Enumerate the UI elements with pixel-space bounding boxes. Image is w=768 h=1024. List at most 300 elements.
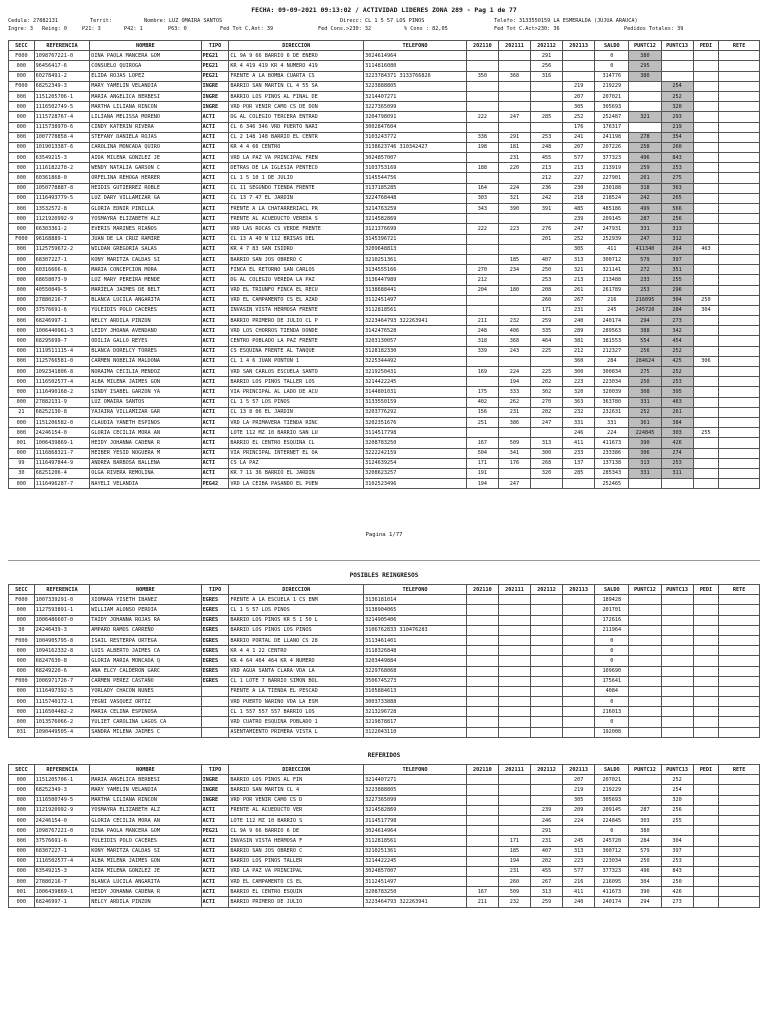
- cell-puntc12: 242: [629, 193, 661, 203]
- cell-nombre: DINA PAOLA MANCERA GOM: [90, 826, 201, 836]
- cell-telefono: 3024857007: [364, 153, 467, 163]
- cell-puntc12: [629, 785, 661, 795]
- cell-puntc13: 843: [661, 866, 693, 876]
- cell-rete: [719, 468, 760, 478]
- cell-p202111: [498, 805, 530, 815]
- cell-puntc13: [661, 625, 693, 635]
- cell-puntc13: 320: [661, 795, 693, 805]
- cell-p202111: 194: [498, 856, 530, 866]
- table-row: [9, 877, 760, 887]
- cell-nombre: STEFANY DANIELA ROJAS: [90, 132, 201, 142]
- cell-p202113: [563, 826, 595, 836]
- cell-tipo: ACTI: [201, 326, 229, 336]
- col-header-secc: SECC: [9, 585, 35, 595]
- cell-p202112: [531, 615, 563, 625]
- cell-telefono: 3214763259: [364, 204, 467, 214]
- cell-direccion: KR 4 4 1 22 CENTRO: [229, 646, 364, 656]
- cell-referencia: 1006971726-7: [34, 676, 90, 686]
- cell-puntc13: 304: [661, 836, 693, 846]
- cell-referencia: 1116493779-5: [34, 193, 90, 203]
- cell-p202110: [466, 234, 498, 244]
- table-row: [9, 377, 760, 387]
- table-row: [9, 265, 760, 275]
- cell-pedi: [693, 479, 719, 489]
- table-row: [9, 163, 760, 173]
- referidos-table: [8, 764, 760, 908]
- cell-p202113: 176: [563, 122, 595, 132]
- cell-p202113: 239: [563, 214, 595, 224]
- cell-puntc13: 219: [661, 122, 693, 132]
- cell-tipo: INGRE: [201, 795, 229, 805]
- cell-nombre: CONSUELO QUIROGA: [90, 61, 201, 71]
- cell-pedi: [693, 707, 719, 717]
- cell-p202112: 313: [531, 438, 563, 448]
- cell-direccion: CS ESQUINA FRENTE AL TANQUE: [229, 346, 364, 356]
- cell-nombre: LILIANA MELISSA MORENO: [90, 112, 201, 122]
- cell-telefono: 3209648813: [364, 244, 467, 254]
- cell-secc: 000: [9, 826, 35, 836]
- col-header-puntc13: PUNTC13: [661, 41, 693, 51]
- col-header-tipo: TIPO: [201, 41, 229, 51]
- cell-secc: 000: [9, 846, 35, 856]
- cell-pedi: [693, 163, 719, 173]
- cell-secc: 000: [9, 265, 35, 275]
- cell-puntc12: 258: [629, 142, 661, 152]
- cell-secc: 000: [9, 785, 35, 795]
- table-row: [9, 897, 760, 907]
- cell-p202111: [498, 295, 530, 305]
- page-number: Pagina 1/77: [365, 532, 403, 538]
- cell-referencia: 1006439869-1: [34, 438, 90, 448]
- cell-rete: [719, 275, 760, 285]
- table-row: [9, 397, 760, 407]
- cell-tipo: ACTI: [201, 193, 229, 203]
- cell-direccion: BARRIO LOS PINOS TALLER: [229, 856, 364, 866]
- cell-nombre: XIOMARA YISETH IBANEZ: [90, 595, 201, 605]
- cell-secc: 000: [9, 214, 35, 224]
- cell-nombre: GLORIA MARIA MONCADA Q: [90, 656, 201, 666]
- cell-p202112: 242: [531, 193, 563, 203]
- cell-direccion: VRD POR VENIR CAMO CS DE DON: [229, 102, 364, 112]
- cell-tipo: INGRE: [201, 91, 229, 101]
- cell-p202111: 231: [498, 153, 530, 163]
- cell-puntc13: [661, 595, 693, 605]
- cell-p202112: 171: [531, 305, 563, 315]
- cell-rete: [719, 727, 760, 737]
- cell-rete: [719, 897, 760, 907]
- cell-referencia: 1116868321-7: [34, 448, 90, 458]
- table-row: [9, 656, 760, 666]
- cell-direccion: INVASIN VISTA HERMOSA FRENTE: [229, 305, 364, 315]
- cell-p202110: [466, 836, 498, 846]
- cell-pedi: [693, 646, 719, 656]
- cell-tipo: ACTI: [201, 183, 229, 193]
- cell-direccion: VRD PUERTO NARINO VDA LA ESM: [229, 697, 364, 707]
- cell-telefono: 3138904065: [364, 605, 467, 615]
- cell-referencia: 1007778858-4: [34, 132, 90, 142]
- cell-referencia: 1119511115-4: [34, 346, 90, 356]
- cell-puntc12: [629, 102, 661, 112]
- cell-referencia: 1092341806-8: [34, 367, 90, 377]
- cell-telefono: 3003733888: [364, 697, 467, 707]
- cell-saldo: 137138: [595, 458, 629, 468]
- cell-p202110: [466, 153, 498, 163]
- col-header-direccion: DIRECCION: [229, 41, 364, 51]
- cell-puntc12: [629, 605, 661, 615]
- cell-pedi: 306: [693, 356, 719, 366]
- cell-tipo: ACTI: [201, 142, 229, 152]
- cell-puntc12: 253: [629, 285, 661, 295]
- cell-nombre: LEIDY JHOANA AVENDANO: [90, 326, 201, 336]
- cell-tipo: ACTI: [201, 254, 229, 264]
- cell-p202113: 245: [563, 836, 595, 846]
- cell-referencia: 1006440961-3: [34, 326, 90, 336]
- cell-p202111: [498, 468, 530, 478]
- cell-tipo: ACTI: [201, 377, 229, 387]
- cell-p202112: 407: [531, 254, 563, 264]
- cell-referencia: 13532572-8: [34, 204, 90, 214]
- cell-pedi: [693, 346, 719, 356]
- cell-secc: 000: [9, 815, 35, 825]
- table-row: [9, 646, 760, 656]
- cell-referencia: 68307227-1: [34, 846, 90, 856]
- col-header-nombre: NOMBRE: [90, 585, 201, 595]
- cell-p202112: 225: [531, 367, 563, 377]
- cell-puntc13: 273: [661, 316, 693, 326]
- col-header-puntc13: PUNTC13: [661, 765, 693, 775]
- cell-puntc12: [629, 615, 661, 625]
- cell-puntc12: 250: [629, 856, 661, 866]
- cell-p202110: [466, 656, 498, 666]
- cell-p202113: 240: [563, 316, 595, 326]
- cell-secc: 000: [9, 254, 35, 264]
- cell-referencia: 1121920992-9: [34, 214, 90, 224]
- cell-direccion: CL 13 A 40 N 112 BRISAS DEL: [229, 234, 364, 244]
- cell-saldo: 363780: [595, 397, 629, 407]
- cell-rete: [719, 285, 760, 295]
- cell-referencia: 1125766581-0: [34, 356, 90, 366]
- cell-rete: [719, 71, 760, 81]
- cell-puntc13: 566: [661, 204, 693, 214]
- cell-tipo: ACTI: [201, 224, 229, 234]
- cell-nombre: TAIDY JOHANNA ROJAS RA: [90, 615, 201, 625]
- cell-p202113: [563, 707, 595, 717]
- table-row: [9, 305, 760, 315]
- cell-telefono: 3102523496: [364, 479, 467, 489]
- cell-secc: 001: [9, 887, 35, 897]
- cell-p202110: [466, 805, 498, 815]
- cell-pedi: [693, 316, 719, 326]
- cell-p202111: 220: [498, 163, 530, 173]
- cell-pedi: [693, 785, 719, 795]
- cell-puntc13: [661, 71, 693, 81]
- cell-direccion: VRD LA PAZ VA PRINCIPAL: [229, 866, 364, 876]
- cell-p202110: [466, 81, 498, 91]
- table-row: [9, 142, 760, 152]
- cell-direccion: DETRAS DE LA IGLESIA PENTECO: [229, 163, 364, 173]
- cell-rete: [719, 795, 760, 805]
- cell-referencia: 1116182278-2: [34, 163, 90, 173]
- cell-p202113: 411: [563, 887, 595, 897]
- cell-telefono: 3219878817: [364, 717, 467, 727]
- cell-referencia: 1151205706-1: [34, 775, 90, 785]
- cell-telefono: 3105884613: [364, 686, 467, 696]
- cell-p202111: [498, 428, 530, 438]
- cell-puntc12: [629, 122, 661, 132]
- cell-p202113: [563, 71, 595, 81]
- cell-p202110: [466, 846, 498, 856]
- cell-puntc13: [661, 605, 693, 615]
- cell-referencia: 1125759672-2: [34, 244, 90, 254]
- cell-nombre: KONY MARITZA CALDAS SI: [90, 846, 201, 856]
- cell-p202110: 175: [466, 387, 498, 397]
- cell-referencia: 1115738970-6: [34, 122, 90, 132]
- cell-secc: 000: [9, 417, 35, 427]
- cell-puntc12: 224845: [629, 428, 661, 438]
- cell-secc: 000: [9, 775, 35, 785]
- cell-direccion: KR 4 64 464 464 KR 4 NUMERO: [229, 656, 364, 666]
- cell-puntc12: 411340: [629, 244, 661, 254]
- col-header-p202110: 202110: [466, 585, 498, 595]
- cell-p202112: [531, 122, 563, 132]
- cell-referencia: 1116496287-7: [34, 479, 90, 489]
- cell-telefono: 3112818561: [364, 836, 467, 846]
- cell-puntc13: [661, 826, 693, 836]
- cell-tipo: PEG21: [201, 71, 229, 81]
- cell-tipo: INGRE: [201, 102, 229, 112]
- cell-referencia: 1006486607-0: [34, 615, 90, 625]
- cell-pedi: [693, 132, 719, 142]
- cell-p202113: [563, 686, 595, 696]
- cell-puntc13: 256: [661, 214, 693, 224]
- cell-rete: [719, 595, 760, 605]
- cell-direccion: BARRIO SAN JOS OBRERO C: [229, 846, 364, 856]
- cell-tipo: ACTI: [201, 336, 229, 346]
- cell-tipo: ACTI: [201, 407, 229, 417]
- cell-p202112: [531, 81, 563, 91]
- cell-telefono: 3144801031: [364, 387, 467, 397]
- table-row: [9, 468, 760, 478]
- cell-tipo: EGRES: [201, 646, 229, 656]
- table-row: [9, 686, 760, 696]
- p42-count: P42: 1: [124, 26, 143, 32]
- cell-p202111: 194: [498, 377, 530, 387]
- cell-p202110: [466, 785, 498, 795]
- cell-tipo: EGRES: [201, 625, 229, 635]
- table-row: [9, 479, 760, 489]
- cell-rete: [719, 458, 760, 468]
- cell-telefono: 3203776292: [364, 407, 467, 417]
- table-row: [9, 173, 760, 183]
- cell-telefono: 3112818561: [364, 305, 467, 315]
- cell-puntc13: [661, 686, 693, 696]
- cell-telefono: 3114816080: [364, 61, 467, 71]
- cell-p202111: 509: [498, 887, 530, 897]
- cell-p202113: [563, 61, 595, 71]
- col-header-nombre: NOMBRE: [90, 41, 201, 51]
- col-header-p202111: 202111: [498, 765, 530, 775]
- cell-puntc12: 380: [629, 51, 661, 61]
- cell-p202111: 406: [498, 326, 530, 336]
- col-header-p202111: 202111: [498, 585, 530, 595]
- cell-puntc13: [661, 717, 693, 727]
- cell-p202112: [531, 666, 563, 676]
- cell-direccion: VRD CUATRO ESQUINA POBLADO 1: [229, 717, 364, 727]
- cell-secc: 000: [9, 183, 35, 193]
- col-header-p202110: 202110: [466, 765, 498, 775]
- col-header-p202113: 202113: [563, 765, 595, 775]
- cell-puntc13: [661, 61, 693, 71]
- cell-p202113: 305: [563, 795, 595, 805]
- table-row: [9, 826, 760, 836]
- cell-p202113: 207: [563, 142, 595, 152]
- cell-p202111: [498, 785, 530, 795]
- cell-nombre: YULEIDIS POLO CACERES: [90, 305, 201, 315]
- cell-nombre: NELCY ARDILA PINZON: [90, 316, 201, 326]
- cell-p202110: 204: [466, 285, 498, 295]
- cell-p202110: [466, 295, 498, 305]
- cell-rete: [719, 397, 760, 407]
- cell-secc: 000: [9, 866, 35, 876]
- cell-p202111: 176: [498, 458, 530, 468]
- cell-puntc13: 254: [661, 81, 693, 91]
- col-header-p202112: 202112: [531, 765, 563, 775]
- cell-secc: 000: [9, 285, 35, 295]
- header-row-2: [8, 26, 760, 34]
- cell-saldo: 305693: [595, 795, 629, 805]
- cell-secc: 000: [9, 836, 35, 846]
- cell-puntc12: 303: [629, 815, 661, 825]
- cell-saldo: 230188: [595, 183, 629, 193]
- cell-tipo: ACTI: [201, 897, 229, 907]
- cell-telefono: 3227365099: [364, 795, 467, 805]
- cell-pedi: [693, 265, 719, 275]
- cell-p202110: [466, 795, 498, 805]
- cell-p202110: 222: [466, 224, 498, 234]
- cell-saldo: 207021: [595, 775, 629, 785]
- cell-puntc12: 295: [629, 61, 661, 71]
- table-row: [9, 815, 760, 825]
- cell-p202110: 211: [466, 316, 498, 326]
- cell-p202113: 227: [563, 173, 595, 183]
- cell-telefono: 3136181014: [364, 595, 467, 605]
- cell-puntc13: 293: [661, 112, 693, 122]
- cell-referencia: 68246997-1: [34, 316, 90, 326]
- cell-nombre: ALBA MILENA JAIMES GON: [90, 377, 201, 387]
- cell-puntc13: 363: [661, 183, 693, 193]
- cell-pedi: [693, 407, 719, 417]
- col-header-saldo: SALDO: [595, 585, 629, 595]
- cell-rete: [719, 214, 760, 224]
- cell-tipo: [201, 717, 229, 727]
- cell-direccion: VRD EL CAMPAMENTO CS EL: [229, 877, 364, 887]
- cell-p202113: [563, 51, 595, 61]
- cell-p202113: 223: [563, 856, 595, 866]
- cell-p202110: [466, 102, 498, 112]
- cell-telefono: 3203130057: [364, 336, 467, 346]
- cell-p202112: 313: [531, 887, 563, 897]
- cell-p202113: [563, 646, 595, 656]
- cell-saldo: 0: [595, 61, 629, 71]
- cell-secc: 000: [9, 244, 35, 254]
- cell-tipo: ACTI: [201, 438, 229, 448]
- cell-p202113: 363: [563, 397, 595, 407]
- col-header-puntc12: PUNTC12: [629, 765, 661, 775]
- cell-rete: [719, 316, 760, 326]
- cell-direccion: BARRIO PRIMERO DE JULIO CL P: [229, 316, 364, 326]
- cell-puntc12: 496: [629, 153, 661, 163]
- cell-telefono: 3103753169: [364, 163, 467, 173]
- cell-saldo: 219229: [595, 81, 629, 91]
- cell-direccion: BARRIO EL CENTRO ESQUINA CL: [229, 438, 364, 448]
- cell-p202113: 305: [563, 244, 595, 254]
- cell-direccion: CL 9A 9 66 BARRIO 6 DE ENERO: [229, 51, 364, 61]
- col-header-p202113: 202113: [563, 41, 595, 51]
- cell-rete: [719, 407, 760, 417]
- cell-nombre: ORFELINA REHOGA HERRER: [90, 173, 201, 183]
- cell-puntc12: 390: [629, 438, 661, 448]
- cell-tipo: ACTI: [201, 397, 229, 407]
- cell-nombre: CARMEN PEREZ CASTAÑO: [90, 676, 201, 686]
- col-header-telefono: TELEFONO: [364, 41, 467, 51]
- cell-rete: [719, 625, 760, 635]
- cell-puntc12: [629, 707, 661, 717]
- cell-p202110: 339: [466, 346, 498, 356]
- cell-referencia: 1116497392-5: [34, 686, 90, 696]
- cell-p202111: [498, 61, 530, 71]
- cell-p202110: [466, 625, 498, 635]
- table-row: [9, 846, 760, 856]
- cell-puntc13: 265: [661, 193, 693, 203]
- cell-p202110: [466, 605, 498, 615]
- cell-nombre: HEIDY JOHANNA CADENA R: [90, 887, 201, 897]
- cell-p202111: 247: [498, 112, 530, 122]
- cell-puntc13: 253: [661, 856, 693, 866]
- cell-p202112: 236: [531, 183, 563, 193]
- cell-secc: 30: [9, 468, 35, 478]
- cell-saldo: 245720: [595, 836, 629, 846]
- cell-direccion: ASENTAMIENTO PRIMERA VISTA L: [229, 727, 364, 737]
- table-row: [9, 285, 760, 295]
- cell-p202110: 194: [466, 479, 498, 489]
- table-row: [9, 717, 760, 727]
- cell-p202113: 219: [563, 81, 595, 91]
- cell-secc: 000: [9, 656, 35, 666]
- cell-pedi: [693, 897, 719, 907]
- cell-pedi: [693, 214, 719, 224]
- cell-p202112: 316: [531, 71, 563, 81]
- cell-nombre: WILLIAM ALONSO PERDIA: [90, 605, 201, 615]
- cell-tipo: ACTI: [201, 856, 229, 866]
- cell-saldo: 245: [595, 305, 629, 315]
- cell-puntc12: 388: [629, 326, 661, 336]
- cell-pedi: [693, 336, 719, 346]
- table-row: [9, 428, 760, 438]
- cell-rete: [719, 254, 760, 264]
- cell-p202112: [531, 479, 563, 489]
- cell-nombre: NELCY ARDILA PINZON: [90, 897, 201, 907]
- cell-p202112: 256: [531, 61, 563, 71]
- cell-p202112: 391: [531, 204, 563, 214]
- cell-rete: [719, 635, 760, 645]
- cell-puntc12: 496: [629, 866, 661, 876]
- table-header-row: [9, 41, 760, 51]
- col-header-referencia: REFERENCIA: [34, 41, 90, 51]
- cell-tipo: [201, 686, 229, 696]
- cell-secc: F000: [9, 595, 35, 605]
- cell-puntc12: 294: [629, 316, 661, 326]
- table-header-row: [9, 765, 760, 775]
